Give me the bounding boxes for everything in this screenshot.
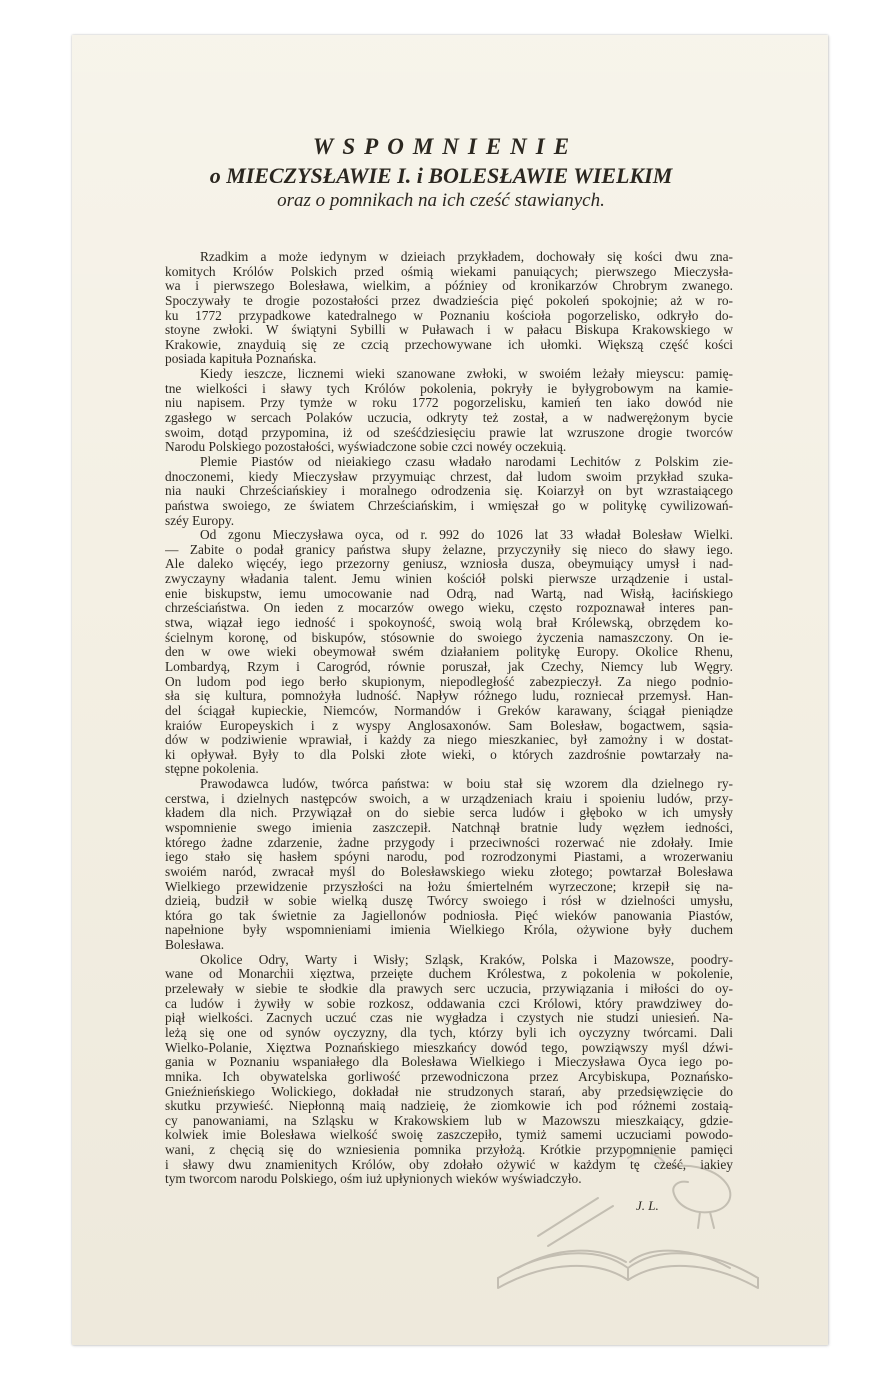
text-line: wani, z chęcią się do wzniesienia pomnika przyłożą. Krótkie przypomnienie pamięci — [165, 1143, 733, 1158]
text-line: i sławy dwu znamienitych Królów, oby zdołało ożywić w każdym tę cześć, iakiey — [165, 1157, 733, 1172]
text-line: kładem dla nich. Przywiązał on do siebie serca ludów i głęboko w ich umysły — [165, 806, 733, 821]
text-line: tym tworcom narodu Polskiego, ośm iuż upłynionych wieków wyświadczyło. — [165, 1172, 582, 1187]
text-line: dnoczonemi, kiedy Mieczysław przyymuiąc chrzest, dał ludom swoim przykład szuka- — [165, 469, 733, 484]
text-line: zwyczayny władania talent. Jemu winien kościół polski pierwsze urządzenie i ustal- — [165, 572, 733, 587]
signature: J. L. — [636, 1198, 659, 1213]
text-line: niu napisem. Przy tymże w roku 1772 pogorzelisku, kamień ten iako dowód nie — [165, 396, 733, 411]
paragraph — [165, 528, 733, 777]
text-line: Plemie Piastów od nieiakiego czasu władało narodami Lechitów z Polskim zie- — [200, 454, 733, 469]
text-line: dzieią, budził w sobie wielką duszę Twórcy swoiego i rósł w dzielności umysłu, — [165, 894, 733, 909]
text-line: den w owe wieki obeymował swém działaniem politykę Europy. Okolice Rhenu, — [165, 645, 733, 660]
document-subtitle: o MIECZYSŁAWIE I. i BOLESŁAWIE WIELKIM — [209, 163, 673, 188]
paragraph — [165, 367, 733, 455]
paragraph — [165, 250, 733, 367]
text-line: Prawodawca ludów, twórca państwa: w boiu stał się wzorem dla dzielnego ry- — [200, 777, 733, 792]
text-line: ścielnym koronę, od biskupów, stósownie do swoiego życzenia namaszczony. On ie- — [165, 630, 733, 645]
text-line: On ludom pod iego berło skupionym, niepodległość zabezpieczył. Za niego podnio- — [165, 674, 733, 689]
text-line: piął wielkości. Zacnych uczuć czas nie wygładza i czystych nie studzi uniesień. Na- — [165, 1011, 733, 1026]
body-text — [165, 250, 733, 1187]
paragraph — [165, 953, 733, 1187]
text-line: Wielko-Polanie, Xięztwa Poznańskiego mieszkańcy dowód tego, powziąwszy myśl dźwi- — [165, 1040, 733, 1055]
text-line: Narodu Polskiego pozostałości, wyświadczone sobie czci nowéy oczekuią. — [165, 440, 567, 455]
text-line: Krakowie, znayduią się ze czcią przechowywane ich ułomki. Większą część kości — [165, 337, 733, 352]
text-line: Rzadkim a może iedynym w dzieiach przykładem, dochowały się kości dwu zna- — [200, 250, 733, 264]
text-line: cerstwa, i dzielnych następców swoich, a w urządzeniach kraiu i spoieniu ludów, przy- — [165, 791, 733, 806]
text-line: Od zgonu Mieczysława oyca, od r. 992 do 1026 lat 33 władał Bolesław Wielki. — [200, 528, 733, 543]
text-line: tne wielkości i sławy tych Królów pokolenia, pokryły ie byłygrobowym na kamie- — [165, 381, 733, 396]
text-line: wane od Monarchii xięztwa, przeięte duchem Królestwa, z pokolenia w pokolenie, — [165, 967, 733, 982]
text-line: Ale daleko więcéy, iego przezorny geniusz, wzniosła dusza, obeymuiący umysł i nad- — [165, 557, 733, 572]
text-line: dów w podziwienie wprawiał, i każdy za niego mieszkaniec, był zamożny i w dostat- — [165, 733, 733, 748]
text-line: enie biskupstw, iemu umocowanie nad Odrą, nad Wartą, nad Wisłą, łacińskiego — [165, 586, 733, 601]
document-heading: WSPOMNIENIE — [312, 134, 579, 159]
text-line: posiada kapituła Poznańska. — [165, 352, 317, 367]
text-line: państwa swoiego, ze światem Chrześciańskim, i wmięszał go w politykę cywilizowań- — [165, 498, 733, 513]
text-line: swoiém naród, zwracał myśl do Bolesławskiego wieku złotego; powtarzał Bolesława — [165, 864, 733, 879]
text-line: Kiedy ieszcze, licznemi wieki szanowane zwłoki, w swoiém leżały mieyscu: pamię- — [200, 367, 733, 382]
text-line: Gnieźnieńskiego Wolickiego, dokładał nie strudzonych starań, aby przedsięwzięcie do — [165, 1084, 733, 1099]
text-line: Okolice Odry, Warty i Wisły; Szląsk, Kraków, Polska i Mazowsze, poodry- — [200, 952, 733, 967]
text-line: zgasłego w sercach Polaków uczucia, odkryty też został, a w nadwerężonym bycie — [165, 411, 733, 426]
text-line: kraiów Europeyskich i z wyspy Anglosaxonów. Sam Bolesław, bogactwem, sąsia- — [165, 718, 733, 733]
text-line: mnika. Ich obywatelska gorliwość przewodniczona przez Arcybiskupa, Poznańsko- — [165, 1069, 733, 1084]
text-line: cy panowaniami, na Szląsku w Krakowskiem lub w Mazowszu mieszkaiący, gdzie- — [165, 1113, 733, 1128]
text-line: — Zabite o podał granicy państwa słupy żelazne, przyczyniły się nieco do sławy iego. — [165, 542, 733, 557]
text-line: wa i pierwszego Bolesława, wielkim, a późniey od kronikarzów Chrobrym zwanego. — [165, 279, 733, 294]
text-line: széy Europy. — [165, 513, 235, 528]
document-subheading: oraz o pomnikach na ich cześć stawianych. — [277, 190, 605, 211]
text-line: Wielkiego przewidzenie przyszłości na łożu śmiertelném wyrzeczone; krzepił się na- — [165, 879, 733, 894]
text-line: iego stało się hasłem spóyni narodu, pod rozrodzonymi Piastami, a wrozerwaniu — [165, 850, 733, 865]
text-line: Lombardyą, Rzym i Carogród, równie poruszał, jak Czechy, Niemcy lub Węgry. — [165, 659, 733, 674]
text-line: stoyne zwłoki. W świątyni Sybilli w Puławach i w pałacu Biskupa Krakowskiego w — [165, 323, 733, 338]
text-line: nia nauki Chrześciańskiey i moralnego odrodzenia się. Koiarzył on byt wzrastaiącego — [165, 484, 733, 499]
text-line: przelewały w siebie te słodkie dla prawych serc uczucia, przywiązania i miłości do oy- — [165, 982, 733, 997]
text-line: leżą się one od synów oyczyzny, dla tych, którzy byli ich oyczyzny twórcami. Dali — [165, 1025, 733, 1040]
text-line: ku 1772 przypadkowe katedralnego w Poznaniu kościoła pogorzelisko, odkryło do- — [165, 308, 733, 323]
text-line: kolwiek imie Bolesława wielkość swoię zaszczepiło, tymiż samemi uczuciami powodo- — [165, 1128, 733, 1143]
text-line: Spoczywały te drogie pozostałości przez dwadzieścia pięć pokoleń spokojnie; aż w ro- — [165, 293, 733, 308]
text-line: gania w Poznaniu wspaniałego dla Bolesława Wielkiego i Mieczysława Oyca iego po- — [165, 1055, 733, 1070]
text-line: Bolesława. — [165, 938, 225, 953]
text-line: swoim, dotąd przypomina, iż od sześćdziesięciu prawie lat wzruszone drogie tworców — [165, 425, 733, 440]
text-line: stępne pokolenia. — [165, 762, 259, 777]
text-line: del ściągał kupieckie, Niemców, Normandów i Greków karawany, ściągał pieniądze — [165, 703, 733, 718]
paragraph — [165, 455, 733, 528]
text-line: chrześciaństwa. On ieden z mocarzów owego wieku, często rozpoznawał interes pan- — [165, 601, 733, 616]
text-line: ca ludów i żywiły w sobie rozkosz, oddawania czci Królowi, który prawdziwey do- — [165, 996, 733, 1011]
text-line: która go tak świetnie za Jagiellonów podniosła. Pięć wieków panowania Piastów, — [165, 908, 733, 923]
paragraph — [165, 777, 733, 953]
text-line: ki opływał. Były to dla Polski złote wieki, o których zazdrośnie powtarzały na- — [165, 747, 733, 762]
text-line: stwa, wiązał iego iedność i spokoyność, swoią wolą brał Królewską, obrzędem ko- — [165, 616, 733, 631]
text-line: którego żadne zdarzenie, żadne przygody i przeciwności rozerwać nie zdołały. Imie — [165, 835, 733, 850]
text-line: napełnione były wspomnieniami imienia Wielkiego Króla, ożywione były duchem — [165, 923, 733, 938]
text-line: skutku przywieść. Niepłonną maią nadzieię, że ziomkowie ich pod różnemi zostaią- — [165, 1099, 733, 1114]
text-line: komitych Królów Polskich przed ośmią wiekami panuiących; pierwszego Mieczysła- — [165, 264, 733, 279]
text-line: wspomnienie swego imienia zaszczepił. Natchnął bratnie ludy węzłem iedności, — [165, 820, 733, 835]
text-line: sła się kultura, pomnożyła ludność. Napływ różnego ludu, rozniecał przemysł. Han- — [165, 689, 733, 704]
